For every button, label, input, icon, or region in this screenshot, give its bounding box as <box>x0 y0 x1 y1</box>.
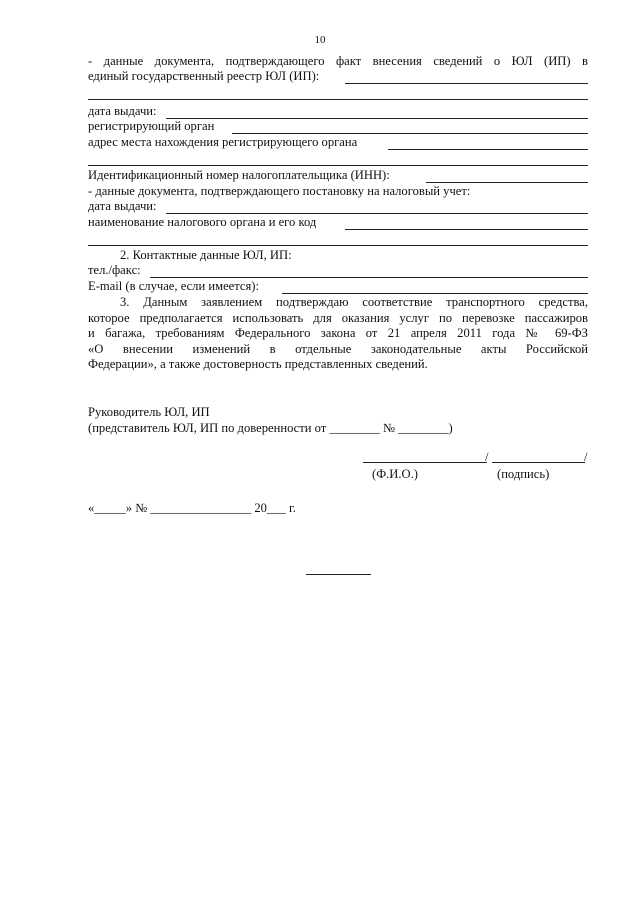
date-month-blank[interactable]: ________________ <box>150 501 252 515</box>
authority-address-label: адрес места нахождения регистрирующего органа <box>88 135 358 149</box>
registry-blank-2[interactable] <box>88 99 588 100</box>
tax-authority-blank[interactable] <box>345 229 588 230</box>
date-line <box>88 501 296 516</box>
email-blank[interactable] <box>282 293 588 294</box>
registry-blank[interactable] <box>345 83 588 84</box>
email-label: E-mail (в случае, если имеется): <box>88 279 259 293</box>
contacts-heading: 2. Контактные данные ЮЛ, ИП: <box>120 248 292 262</box>
sign-caption: (подпись) <box>497 467 550 481</box>
representative-no-blank[interactable]: ________ <box>398 421 449 435</box>
representative-line <box>88 421 453 436</box>
issue-date-2-label: дата выдачи: <box>88 199 157 213</box>
date-year-blank[interactable]: ___ <box>266 501 286 515</box>
registering-authority-blank[interactable] <box>232 133 588 134</box>
sign-blank[interactable] <box>492 462 585 463</box>
declaration-paragraph <box>88 295 588 373</box>
date-open-quote: « <box>88 501 95 515</box>
date-day-blank[interactable]: _____ <box>94 501 126 515</box>
declaration-line: 3. Данным заявлением подтверждаю соответствие транспортного средства, <box>120 295 588 309</box>
tax-authority-blank-2[interactable] <box>88 245 588 246</box>
tax-doc-label: - данные документа, подтверждающего постановку на налоговый учет: <box>88 184 471 198</box>
authority-address-blank[interactable] <box>388 149 588 150</box>
representative-prefix: (представитель ЮЛ, ИП по доверенности от <box>88 421 327 435</box>
phone-blank[interactable] <box>150 277 588 278</box>
issue-date-2-blank[interactable] <box>166 213 588 214</box>
issue-date-label: дата выдачи: <box>88 104 157 118</box>
registry-line-2: единый государственный реестр ЮЛ (ИП): <box>88 69 320 83</box>
date-g: г. <box>288 501 296 515</box>
representative-date-blank[interactable]: ________ <box>329 421 380 435</box>
page-number: 10 <box>314 34 326 46</box>
registering-authority-label: регистрирующий орган <box>88 119 215 133</box>
closing-rule <box>306 574 371 575</box>
declaration-line: которое предполагается использовать для оказания услуг по перевозке пассажиров <box>88 310 588 325</box>
authority-address-blank-2[interactable] <box>88 165 588 166</box>
date-close-quote-no: » № <box>125 501 148 515</box>
inn-label: Идентификационный номер налогоплательщика (ИНН): <box>88 168 390 182</box>
phone-label: тел./факс: <box>88 263 141 277</box>
date-year-prefix: 20 <box>254 501 267 515</box>
tax-authority-label: наименование налогового органа и его код <box>88 215 317 229</box>
slash-2: / <box>584 450 588 464</box>
declaration-line: Федерации», а также достоверность представленных сведений. <box>88 357 428 371</box>
declaration-line: «О внесении изменений в отдельные законодательные акты Российской <box>88 341 588 356</box>
declaration-line: и багажа, требованиям Федерального закона от 21 апреля 2011 года № 69-ФЗ <box>88 326 588 340</box>
inn-blank[interactable] <box>426 182 588 183</box>
slash-1: / <box>485 450 489 464</box>
representative-close: ) <box>448 421 453 435</box>
fio-blank[interactable] <box>363 462 487 463</box>
registry-line-1: - данные документа, подтверждающего факт внесения сведений о ЮЛ (ИП) в <box>88 54 588 68</box>
fio-caption: (Ф.И.О.) <box>372 467 418 481</box>
representative-no: № <box>382 421 396 435</box>
issue-date-blank[interactable] <box>166 118 588 119</box>
signature-head: Руководитель ЮЛ, ИП <box>88 405 210 419</box>
